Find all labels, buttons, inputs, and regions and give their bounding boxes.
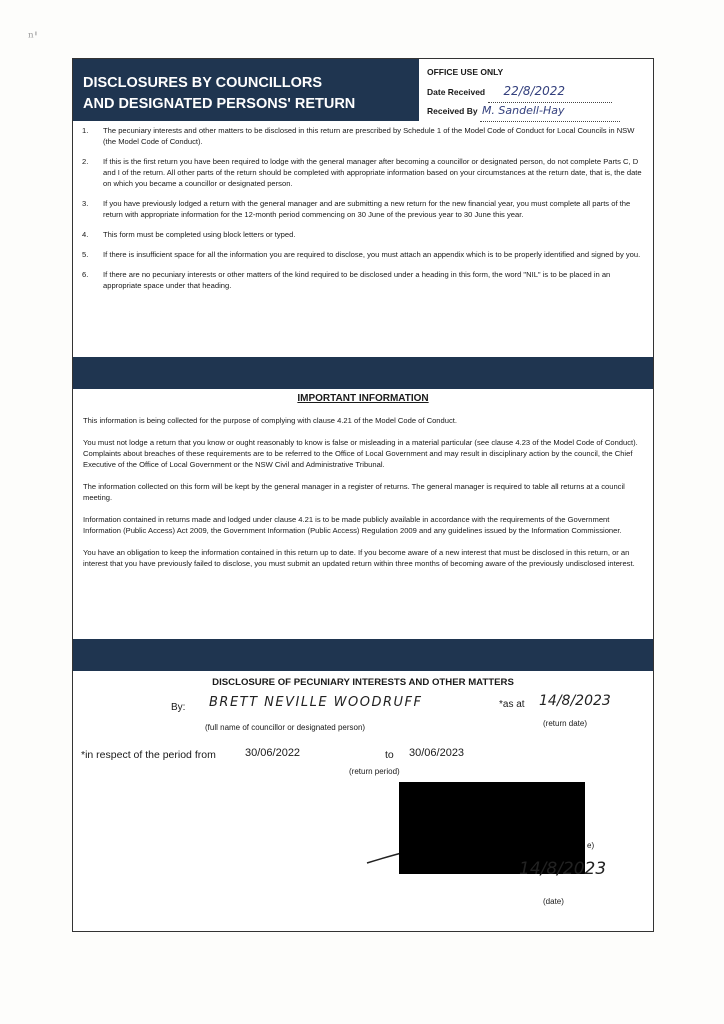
date-received-label: Date Received: [427, 87, 486, 97]
corner-mark: ⁿ': [28, 30, 38, 46]
instruction-number: 1.: [82, 126, 89, 135]
office-use-block: [419, 59, 653, 121]
instruction-text: The pecuniary interests and other matters to be disclosed in this return are prescribed by Schedule 1 of the Model Code of Conduct for Local Councils in NSW (the Model Code of Conduct).: [103, 126, 635, 146]
instruction-text: If you have previously lodged a return with the general manager and are submitting a new return for the new financial year, you must complete all parts of the return with appropriate information for the 12-month period commencing on 30 June of the previous year to 30 June this year.: [103, 199, 631, 219]
title-block: [73, 59, 419, 121]
received-by-line: [480, 101, 620, 122]
period-from-value: 30/06/2022: [245, 747, 301, 759]
received-by-row: [427, 101, 653, 121]
return-date-caption: (return date): [543, 719, 588, 728]
date-caption: (date): [543, 897, 564, 906]
instruction-number: 5.: [82, 250, 89, 259]
councillor-name-value: BRETT NEVILLE WOODRUFF: [209, 695, 423, 710]
received-by-value: M. Sandell-Hay: [481, 104, 565, 117]
important-paragraph: You must not lodge a return that you know or ought reasonably to know is false or misleading in a material particular (see clause 4.23 of the Model Code of Conduct). Complaints about breaches of these requirements are to be referred to the Office of Local Government and may result in disciplinary action by the council, the Chief Executive of the Office of Local Government or the NSW Civil and Administrative Tribunal.: [83, 438, 638, 469]
instruction-item: [73, 269, 653, 291]
form-header: [73, 59, 653, 121]
return-date-value: 14/8/2023: [539, 693, 611, 709]
return-period-caption: (return period): [349, 767, 400, 776]
disclosure-form: [72, 58, 654, 932]
full-name-caption: (full name of councillor or designated person): [205, 723, 366, 732]
instruction-number: 2.: [82, 157, 89, 166]
section-divider-band: [73, 639, 653, 671]
date-received-row: [427, 81, 653, 101]
period-to-value: 30/06/2023: [409, 747, 465, 759]
instruction-item: [73, 198, 653, 220]
as-at-label: *as at: [499, 699, 525, 710]
important-information-section: [73, 393, 653, 569]
important-paragraph: The information collected on this form will be kept by the general manager in a register of returns. The general manager is required to table all returns at a council meeting.: [83, 482, 625, 502]
disclosure-title: DISCLOSURE OF PECUNIARY INTERESTS AND OTHER MATTERS: [212, 677, 514, 688]
instructions-list: [73, 125, 653, 300]
instruction-number: 3.: [82, 199, 89, 208]
instruction-text: If this is the first return you have been required to lodge with the general manager after becoming a councillor or designated person, do not complete Parts C, D and I of the return. All other parts of the return should be completed with appropriate information based on your circumstances at the return date, that is, the date on which you became a councillor or designated person.: [103, 157, 642, 188]
date-received-value: 22/8/2022: [503, 84, 566, 98]
instruction-text: If there are no pecuniary interests or other matters of the kind required to be disclosed under a heading in this form, the word "NIL" is to be placed in an appropriate space under that heading.: [103, 270, 611, 290]
form-title-line1: DISCLOSURES BY COUNCILLORS: [83, 75, 323, 91]
section-divider-band: [73, 357, 653, 389]
period-label: *in respect of the period from: [81, 749, 216, 761]
instruction-item: [73, 249, 653, 260]
form-title-line2: AND DESIGNATED PERSONS' RETURN: [83, 96, 356, 112]
office-use-title: OFFICE USE ONLY: [427, 67, 504, 77]
important-paragraph: This information is being collected for the purpose of complying with clause 4.21 of the Model Code of Conduct.: [83, 416, 457, 425]
instruction-item: [73, 156, 653, 189]
important-paragraph: Information contained in returns made and lodged under clause 4.21 is to be made publicly available in accordance with the requirements of the Government Information (Public Access) Act 2009, the Government Information (Public Access) Regulation 2009 and any guidelines issued by the Information Commissioner.: [83, 515, 622, 535]
received-by-label: Received By: [427, 106, 478, 116]
important-paragraph: You have an obligation to keep the information contained in this return up to date. If you become aware of a new interest that must be disclosed in this return, or an interest that you have previously failed to disclose, you must submit an updated return within three months of becoming aware of the previously undisclosed interest.: [83, 548, 635, 568]
by-label: By:: [171, 702, 186, 713]
period-to-label: to: [385, 749, 394, 761]
instruction-item: [73, 229, 653, 240]
instruction-item: [73, 125, 653, 147]
important-information-title: IMPORTANT INFORMATION: [297, 393, 429, 404]
instruction-number: 4.: [82, 230, 89, 239]
instruction-text: This form must be completed using block letters or typed.: [103, 230, 296, 239]
date-received-line: [488, 81, 612, 103]
instruction-text: If there is insufficient space for all the information you are required to disclose, you must attach an appendix which is to be properly identified and signed by you.: [103, 250, 641, 259]
signed-date-value: 14/8/2023: [519, 859, 607, 879]
instruction-number: 6.: [82, 270, 89, 279]
signature-caption-fragment: e): [587, 841, 595, 850]
